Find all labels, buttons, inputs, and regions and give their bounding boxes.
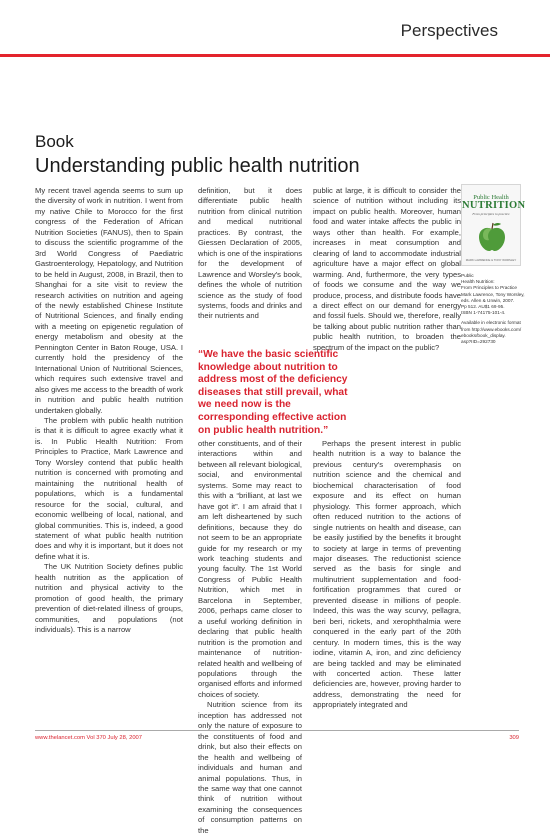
book-meta-line: Public [461, 273, 474, 278]
cover-subtitle: From principles to practice [472, 212, 510, 216]
availability-link[interactable]: asp?IID=292730 [461, 339, 496, 345]
body-column-3-bottom [313, 439, 461, 711]
footer-rule [35, 730, 519, 731]
cover-title-line2: NUTRITION [462, 200, 526, 211]
book-meta-line: Mark Lawrence, Tony Worsley, [461, 291, 525, 297]
footer-journal-info[interactable]: www.thelancet.com Vol 370 July 28, 2007 [35, 735, 142, 741]
apple-icon [475, 220, 509, 254]
body-column-2-bottom [198, 439, 302, 836]
paragraph: The UK Nutrition Society defines public health nutrition as the application of nutrition and physical activity to the promotion of good health, the primary prevention of diet-related illness of groups, communities, and populations (not individuals). This is a narrow [35, 562, 183, 635]
section-header [0, 0, 550, 70]
book-meta-line: eds. Allen & Unwin, 2007. [461, 297, 515, 303]
header-rule [0, 54, 550, 57]
book-meta-line: Pp 512. AU$1 69·95. [461, 304, 505, 310]
paragraph: public at large, it is difficult to consider the science of nutrition without including its impact on public health. Moreover, human food and water intake affects the public in ways other than health. For example, increases in meat consumption and clearing of land to accommodate industrial agriculture have a major effect on global warming. And, furthermore, the very types of foods we consume and the way we produce, process, and distribute foods have a direct effect on our demand for energy and fossil fuels. Should we, therefore, really be talking about public nutrition rather than public health nutrition, to broaden the spectrum of the impact on the public? [313, 186, 461, 352]
book-meta-line: ISBN 1-74175-101-4. [461, 310, 506, 316]
pull-quote: “We have the basic scientific knowledge about nutrition to address most of the deficiency diseases that still prevail, what we need now is the corresponding effective action on public health nutrition.” [198, 349, 348, 436]
availability-line: Available in electronic format [461, 320, 521, 326]
book-meta-line: From Principles to Practice [461, 285, 518, 291]
article-kicker: Book [35, 132, 74, 151]
section-title: Perspectives [400, 21, 498, 40]
paragraph: other constituents, and of their interactions within and between all relevant biological, social, and environmental systems. Some may react to this with a “brilliant, at last we have got it”. I am afraid that I am left disheartened by such definitions, because they do not seem to be an appropriate guide for my research or my work teaching students and young faculty. The 1st World Congress of Public Health Nutrition, which met in Barcelona in September, 2006, perhaps came closer to a useful working definition in declaring that public health nutrition is the promotion and maintenance of nutrition-related health and wellbeing of populations through the organised efforts and informed choices of society. [198, 439, 302, 699]
page-number: 309 [509, 735, 519, 741]
book-meta-line: Health Nutrition: [461, 279, 495, 285]
cover-title-line1: Public Health [473, 194, 509, 201]
book-cover-image [461, 184, 526, 266]
article-title: Understanding public health nutrition [35, 155, 360, 177]
paragraph: The problem with public health nutrition is that it is difficult to agree exactly what it is. In Public Health Nutrition: From Principles to Practice, Mark Lawrence and Tony Worsley contend that public health nutrition is concerned with promoting and maintaining the nutritional health of populations, which is a fundamental resource for the social, cultural, and economic wellbeing of local, national, and global communities. This is, indeed, a good statement of what public health nutrition does and why it is important, but it does not define what it is. [35, 415, 183, 561]
body-column-2-top [198, 186, 302, 322]
paragraph: definition, but it does differentiate public health nutrition from clinical nutrition and medical nutritional practices. By contrast, the Giessen Declaration of 2005, which is one of the inspirations for the development of Lawrence and Worsley's book, defines the whole of nutrition science as the study of food systems, foods and drinks and their nutrients and [198, 186, 302, 321]
paragraph: My recent travel agenda seems to sum up the diversity of work in nutrition. I went from my native Chile to Morocco for the first congress of the Federation of African Nutrition Societies (FANUS), then to Spain to discuss the scientific programme of the 3rd World Congress of Paediatric Gastroenterology, Hepatology, and Nutrition to be held in August, 2008, in Brazil, then to Shanghai for a site visit to review the research activities on nutrition and ageing of the newly established Chinese Institute of Nutritional Sciences, and finally ending with a meeting on epigenetic regulation of energy metabolism and obesity at the Pennington Center in Baton Rouge, USA. I currently hold the presidency of the International Union of Nutritional Sciences, which requires such extensive travel and also gives me access to the breadth of work in nutrition and public health nutrition undertaken globally. [35, 186, 183, 415]
paragraph: Nutrition science from its inception has addressed not only the nature of exposure to the constituents of food and drink, but also their effects on the health and wellbeing of individuals and human and animal populations. Thus, in the same way that one cannot think of nutrition without examining the consequences of consumption patterns on the [198, 700, 302, 835]
body-column-1 [35, 186, 183, 635]
availability-link[interactable]: ebooks/book_display. [461, 332, 506, 338]
body-column-3-top [313, 186, 461, 353]
availability-link[interactable]: from http://www.ebooks.com/ [461, 326, 522, 332]
cover-authors: MARK LAWRENCE & TONY WORSLEY [465, 258, 517, 262]
paragraph: Perhaps the present interest in public health nutrition is a way to balance the previous century's overemphasis on nutrition science and the chemical and biochemical characterisation of food exposure and its effect on human physiology. This former approach, which often reduced nutrition to the actions of single nutrients on health and disease, can be easily justified by the benefits it brought to society at large in terms of preventing major diseases. The reductionist science served as the basis for single and multinutrient supplementation and food-fortification programmes that cured or prevented disease in millions of people. Indeed, this was the way scurvy, pellagra, beri beri, rickets, and xerophthalmia were conquered in the early part of the 20th century. In modern times, this is the way iodine, vitamin A, iron, and zinc deficiency are being tackled and may be eliminated with concerted action. These latter deficiencies are, however, proving harder to address, demonstrating the need for appropriately integrated and [313, 439, 461, 710]
book-details [461, 273, 527, 345]
